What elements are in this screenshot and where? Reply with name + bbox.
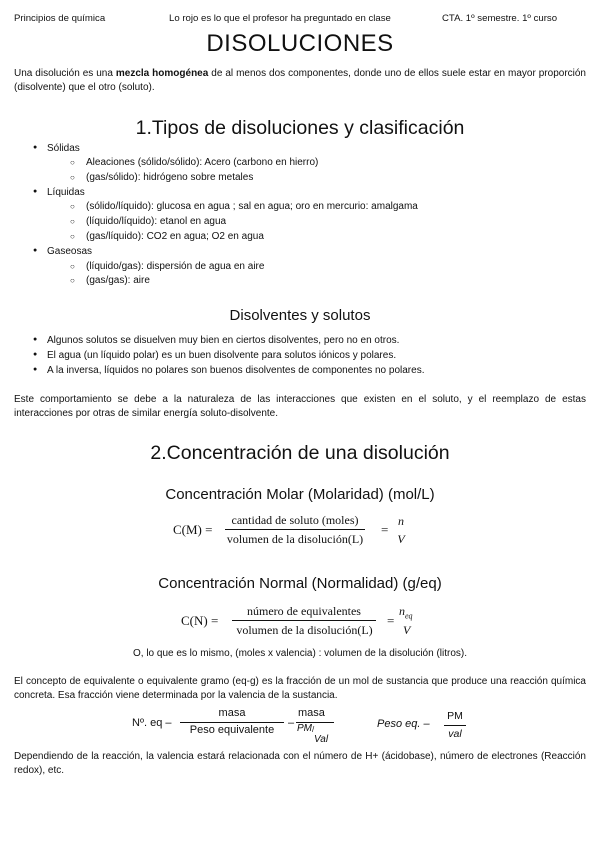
molarity-n: n: [398, 514, 404, 528]
molarity-lhs: C(M) =: [173, 522, 213, 537]
solvents-heading: Disolventes y solutos: [229, 307, 371, 324]
page-title: DISOLUCIONES: [206, 30, 394, 57]
normality-equals: =: [387, 613, 395, 628]
molarity-v: V: [397, 532, 405, 546]
header-course: Principios de química: [14, 13, 106, 24]
molarity-equals: =: [381, 522, 389, 537]
list-item: ● El agua (un líquido polar) es un buen disolvente para solutos iónicos y polares.: [47, 350, 396, 361]
closing-paragraph: Dependiendo de la reacción, la valencia estará relacionada con el número de H+ (ácidobase), número de electrones (Reacción redox), etc.: [14, 751, 586, 776]
equivalents-f1-den: Peso equivalente: [189, 724, 275, 736]
intro-paragraph: Una disolución es una mezcla homogénea de al menos dos componentes, donde uno de ellos suele estar en mayor proporción (disolvente) que el otro (soluto).: [14, 68, 586, 93]
fraction-bar: [444, 725, 466, 726]
equivalents-lhs: Nº. eq –: [132, 717, 172, 729]
list-item: ○ (líquido/gas): dispersión de agua en aire: [86, 261, 264, 272]
peso-eq-lhs: Peso eq. –: [377, 718, 430, 730]
header-note: Lo rojo es lo que el profesor ha preguntado en clase: [169, 13, 391, 24]
molarity-denominator: volumen de la disolución(L): [226, 532, 364, 546]
list-item: ○ Aleaciones (sólido/sólido): Acero (carbono en hierro): [86, 157, 318, 168]
list-item: ○ (sólido/líquido): glucosa en agua ; sal en agua; oro en mercurio: amalgama: [86, 201, 418, 212]
equivalents-f2-den-pm: PM: [297, 723, 312, 734]
list-item: ● Sólidas: [47, 143, 80, 154]
list-item: ○ (gas/gas): aire: [86, 275, 150, 286]
normality-note: O, lo que es lo mismo, (moles x valencia) : volumen de la disolución (litros).: [132, 648, 468, 659]
equivalent-paragraph: El concepto de equivalente o equivalente gramo (eq-g) es la fracción de un mol de sustancia que produce una reacción química concreta. Esa fracción viene determinada por la valencia de la sustancia.: [14, 676, 586, 701]
intro-bold-term: mezcla homogénea: [115, 68, 209, 79]
solvents-paragraph: Este comportamiento se debe a la naturaleza de las interacciones que existen en el soluto, y el reemplazo de estas interacciones por otras de similar energía soluto-disolvente.: [14, 394, 586, 419]
normality-n: $n_{eq}$: [399, 604, 413, 621]
fraction-bar: [180, 722, 284, 723]
list-item: ● Líquidas: [47, 187, 85, 198]
normality-v: V: [403, 623, 411, 637]
section1-heading: 1.Tipos de disoluciones y clasificación: [135, 117, 465, 139]
equivalents-f1-num: masa: [218, 707, 246, 719]
normality-denominator: volumen de la disolución(L): [236, 623, 373, 637]
equivalents-f2-den-val: Val: [314, 734, 329, 745]
fraction-bar: [232, 620, 376, 621]
normality-heading: Concentración Normal (Normalidad) (g/eq): [158, 575, 442, 592]
list-item: ○ (gas/líquido): CO2 en agua; O2 en agua: [86, 231, 264, 242]
list-item: ○ (líquido/líquido): etanol en agua: [86, 216, 226, 227]
list-item: ○ (gas/sólido): hidrógeno sobre metales: [86, 172, 253, 183]
list-item: ● A la inversa, líquidos no polares son buenos disolventes de componentes no polares.: [47, 365, 424, 376]
list-item: ● Algunos solutos se disuelven muy bien en ciertos disolventes, pero no en otros.: [47, 335, 399, 346]
equivalents-dash: –: [288, 717, 295, 729]
normality-numerator: número de equivalentes: [247, 604, 361, 618]
normality-lhs: C(N) =: [181, 613, 219, 628]
slash-divider: /: [312, 725, 315, 734]
section2-heading: 2.Concentración de una disolución: [150, 442, 450, 464]
molarity-numerator: cantidad de soluto (moles): [231, 513, 359, 527]
fraction-bar: [225, 529, 365, 530]
header-semester: CTA. 1º semestre. 1º curso: [442, 13, 558, 24]
peso-eq-num: PM: [447, 710, 463, 722]
equivalents-f2-num: masa: [298, 707, 325, 719]
list-item: ● Gaseosas: [47, 246, 92, 257]
peso-eq-den: val: [448, 728, 462, 740]
molarity-heading: Concentración Molar (Molaridad) (mol/L): [165, 486, 435, 503]
